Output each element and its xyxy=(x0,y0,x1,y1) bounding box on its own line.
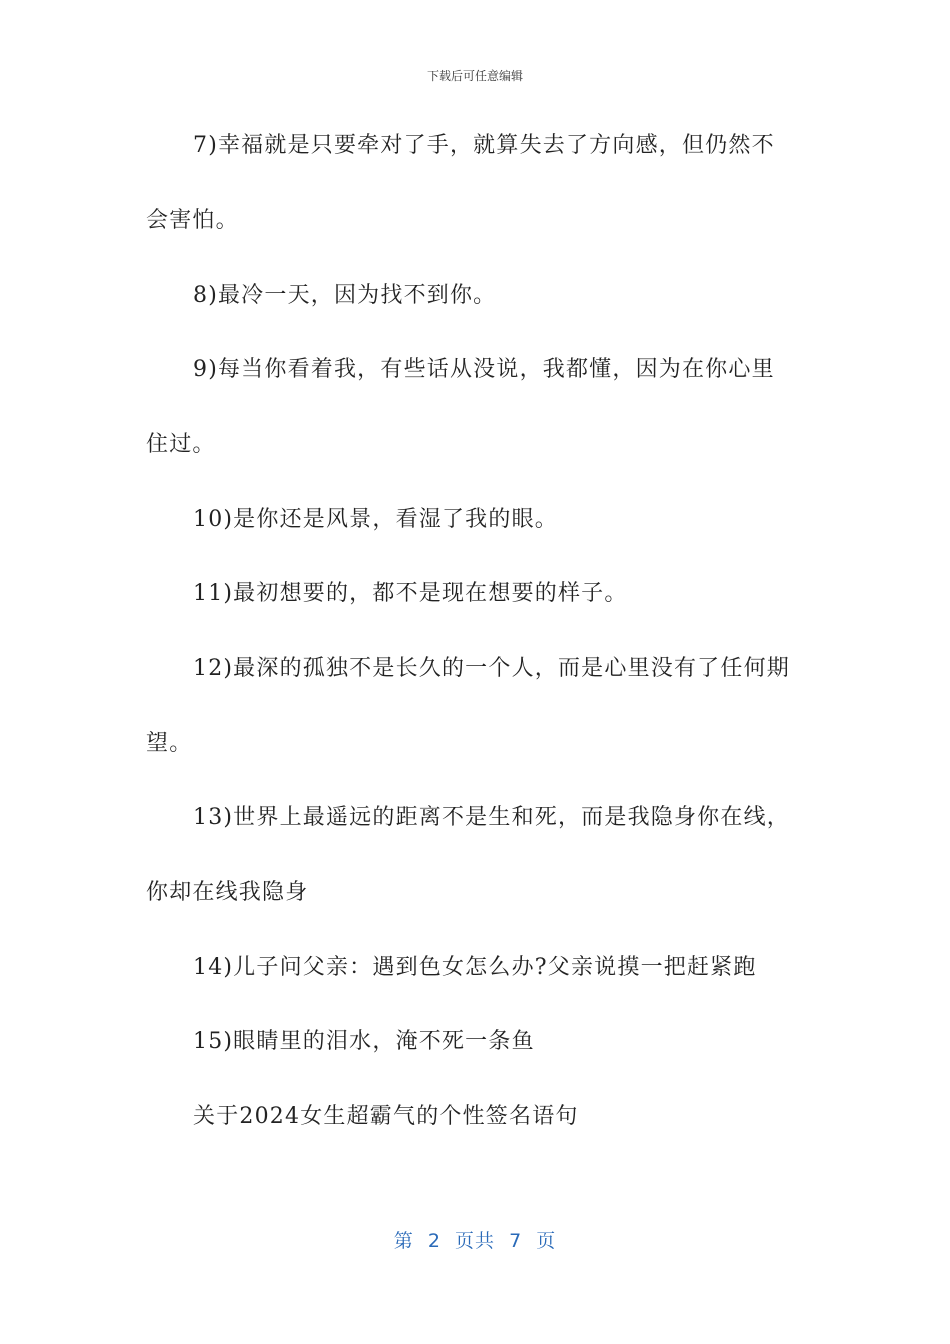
text-line: 14)儿子问父亲：遇到色女怎么办?父亲说摸一把赶紧跑 xyxy=(193,955,757,980)
text-line: 你却在线我隐身 xyxy=(146,880,309,905)
text-line: 13)世界上最遥远的距离不是生和死，而是我隐身你在线， xyxy=(193,805,790,830)
text-line: 10)是你还是风景，看湿了我的眼。 xyxy=(193,507,558,532)
text-line: 12)最深的孤独不是长久的一个人，而是心里没有了任何期 xyxy=(193,656,790,681)
text-line: 住过。 xyxy=(146,432,216,457)
section-heading: 关于2024女生超霸气的个性签名语句 xyxy=(193,1104,579,1129)
text-line: 9)每当你看着我，有些话从没说，我都懂，因为在你心里 xyxy=(193,357,775,382)
page-header: 下载后可任意编辑 xyxy=(426,69,523,83)
page-footer: 第 2 页共 7 页 xyxy=(393,1230,557,1252)
text-line: 望。 xyxy=(146,731,193,756)
text-line: 15)眼睛里的泪水，淹不死一条鱼 xyxy=(193,1029,535,1054)
text-line: 会害怕。 xyxy=(146,208,239,233)
text-line: 7)幸福就是只要牵对了手，就算失去了方向感，但仍然不 xyxy=(193,133,775,158)
text-line: 8)最冷一天，因为找不到你。 xyxy=(193,283,497,308)
text-line: 11)最初想要的，都不是现在想要的样子。 xyxy=(193,581,628,606)
